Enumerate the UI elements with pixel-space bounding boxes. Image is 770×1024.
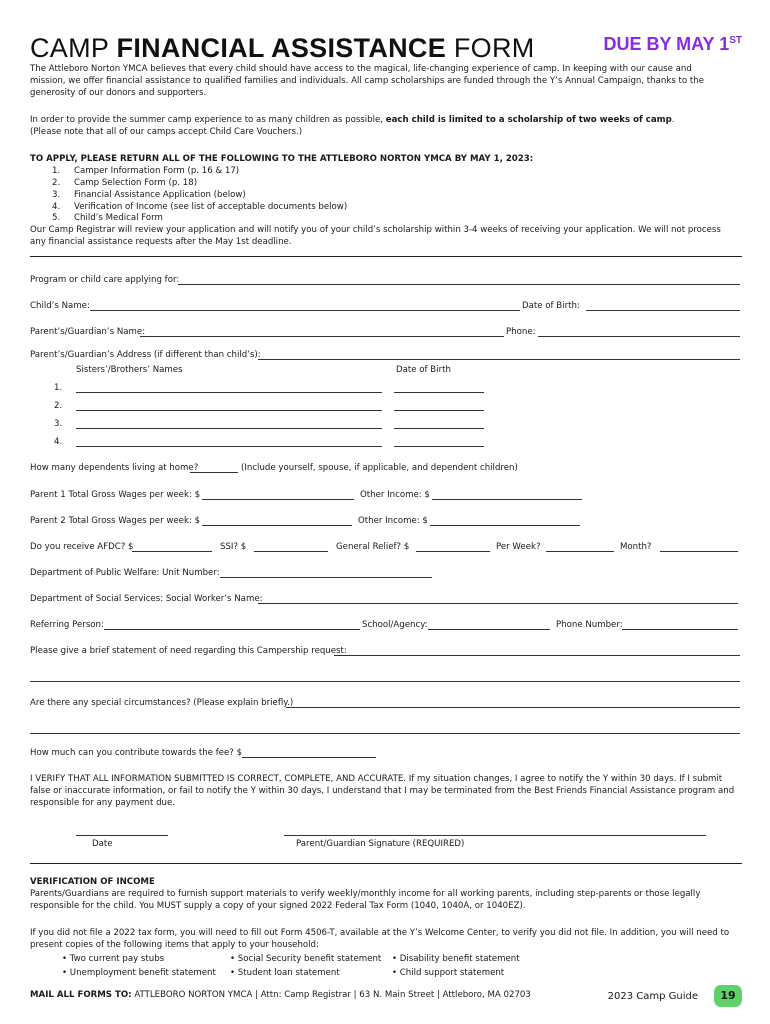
siblings-dob-header: Date of Birth [396, 365, 451, 375]
sibling-number: 4. [54, 437, 63, 447]
statement-field-line2[interactable] [30, 672, 740, 682]
due-date-banner [604, 32, 743, 57]
address-field[interactable] [258, 350, 740, 360]
child-dob-field[interactable] [586, 301, 740, 311]
signature-labels-row [30, 839, 742, 853]
address-row [30, 350, 742, 364]
sibling-dob-field[interactable] [394, 419, 484, 429]
special-circumstances-field-line2[interactable] [30, 724, 740, 734]
referring-row [30, 620, 742, 634]
public-welfare-label: Department of Public Welfare: Unit Number: [30, 568, 220, 578]
afdc-label: Do you receive AFDC? $ [30, 542, 134, 552]
verification-heading: VERIFICATION OF INCOME [30, 877, 155, 887]
list-item-number: 5. [52, 213, 61, 224]
parent2-wages-row [30, 516, 742, 530]
section-divider [30, 256, 742, 257]
document-item: • Student loan statement [230, 968, 340, 978]
list-item [52, 190, 347, 202]
date-field[interactable] [76, 826, 168, 836]
mail-address-text: ATTLEBORO NORTON YMCA | Attn: Camp Registrar | 63 N. Main Street | Attleboro, MA 02703 [134, 990, 531, 1000]
sibling-name-field[interactable] [76, 437, 382, 447]
special-circumstances-row-continued [30, 724, 742, 738]
referring-person-label: Referring Person: [30, 620, 104, 630]
special-circumstances-label: Are there any special circumstances? (Please explain briefly.) [30, 698, 294, 708]
parent2-wages-field[interactable] [202, 516, 352, 526]
no-tax-form-paragraph: If you did not file a 2022 tax form, you will need to fill out Form 4506-T, available at the Y’s Welcome Center, to verify you did not file. In addition, you will need to present copies of the following items that apply to your household: [30, 928, 730, 950]
statement-row-continued [30, 672, 742, 686]
signature-label: Parent/Guardian Signature (REQUIRED) [296, 839, 465, 849]
per-week-label: Per Week? [496, 542, 541, 552]
program-field[interactable] [178, 275, 740, 285]
sibling-dob-field[interactable] [394, 401, 484, 411]
dependents-note: (Include yourself, spouse, if applicable, and dependent children) [241, 463, 518, 473]
sibling-row [30, 383, 742, 397]
parent1-other-income-field[interactable] [432, 490, 582, 500]
referring-phone-label: Phone Number: [556, 620, 623, 630]
sibling-row [30, 401, 742, 415]
document-item: • Two current pay stubs [62, 954, 165, 964]
page-title [30, 30, 535, 67]
sibling-name-field[interactable] [76, 383, 382, 393]
list-item-text: Verification of Income (see list of acceptable documents below) [74, 201, 348, 212]
parent1-wages-field[interactable] [202, 490, 354, 500]
required-documents-list [52, 166, 347, 225]
program-label: Program or child care applying for: [30, 275, 180, 285]
statement-field[interactable] [334, 646, 740, 656]
registrar-note: Our Camp Registrar will review your application and will notify you of your child’s scholarship within 3-4 weeks of receiving your application. We will not process any financial assistance requests after the May 1st deadline. [30, 225, 721, 247]
benefits-row [30, 542, 742, 556]
parent1-wages-row [30, 490, 742, 504]
document-item: • Child support statement [392, 968, 505, 978]
school-agency-label: School/Agency: [362, 620, 428, 630]
parent1-other-income-label: Other Income: $ [360, 490, 430, 500]
child-name-row [30, 301, 742, 315]
sibling-number: 3. [54, 419, 63, 429]
general-relief-label: General Relief? $ [336, 542, 410, 552]
list-item [52, 166, 347, 178]
parent1-wages-label: Parent 1 Total Gross Wages per week: $ [30, 490, 201, 500]
scholarship-period: . [671, 115, 675, 125]
document-item: • Social Security benefit statement [230, 954, 382, 964]
signature-field[interactable] [284, 826, 706, 836]
scholarship-text: In order to provide the summer camp experience to as many children as possible, [30, 115, 386, 125]
per-week-field[interactable] [546, 542, 614, 552]
sibling-dob-field[interactable] [394, 437, 484, 447]
title-part-form: FORM [446, 33, 535, 63]
afdc-field[interactable] [132, 542, 212, 552]
scholarship-limit-paragraph [30, 115, 730, 139]
date-label: Date [92, 839, 113, 849]
sibling-number: 1. [54, 383, 63, 393]
form-header [30, 26, 742, 62]
list-item-text: Child’s Medical Form [74, 213, 163, 224]
parent2-wages-label: Parent 2 Total Gross Wages per week: $ [30, 516, 201, 526]
ssi-label: SSI? $ [220, 542, 247, 552]
list-item-number: 1. [52, 166, 61, 176]
ssi-field[interactable] [254, 542, 328, 552]
dependents-row [30, 463, 742, 477]
verification-statement: I VERIFY THAT ALL INFORMATION SUBMITTED IS CORRECT, COMPLETE, AND ACCURATE. If my situation changes, I agree to notify the Y within 30 days. If I submit false or inaccurate information, or fail to notify the Y within 30 days, I understand that I may be terminated from the Best Friends Financial Assistance program and responsible for any payment due. [30, 774, 735, 808]
contribution-field[interactable] [242, 748, 376, 758]
month-field[interactable] [660, 542, 738, 552]
list-item [52, 178, 347, 190]
parent2-other-income-field[interactable] [430, 516, 580, 526]
scholarship-limit-bold: each child is limited to a scholarship of two weeks of camp [385, 115, 672, 125]
title-part-financial-assistance: FINANCIAL ASSISTANCE [116, 33, 447, 63]
contribution-label: How much can you contribute towards the fee? $ [30, 748, 243, 758]
sibling-row [30, 437, 742, 451]
parent-name-field[interactable] [140, 327, 504, 337]
list-item-number: 3. [52, 189, 61, 200]
siblings-names-header: Sisters’/Brothers’ Names [76, 365, 183, 375]
child-name-label: Child’s Name: [30, 301, 90, 311]
mail-label: MAIL ALL FORMS TO: [30, 990, 132, 1000]
list-item [52, 213, 347, 225]
parent-phone-field[interactable] [538, 327, 740, 337]
list-item-number: 4. [52, 201, 61, 212]
list-item-text: Financial Assistance Application (below) [74, 189, 246, 200]
camp-guide-label: 2023 Camp Guide [607, 991, 698, 1002]
parent2-other-income-label: Other Income: $ [358, 516, 428, 526]
public-welfare-field[interactable] [220, 568, 432, 578]
title-part-camp: CAMP [30, 33, 117, 63]
child-name-field[interactable] [90, 301, 520, 311]
sibling-row [30, 419, 742, 433]
verification-paragraph: Parents/Guardians are required to furnish support materials to verify weekly/monthly income for all working parents, including step-parents or those legally responsible for the child. You MUST supply a copy of your signed 2022 Federal Tax Form (1040, 1040A, or 1040EZ). [30, 889, 701, 911]
parent-name-label: Parent’s/Guardian’s Name: [30, 327, 146, 337]
mailing-address [30, 990, 531, 1002]
sibling-dob-field[interactable] [394, 383, 484, 393]
public-welfare-row [30, 568, 742, 582]
child-care-voucher-note: (Please note that all of our camps accept Child Care Vouchers.) [30, 126, 303, 137]
program-row [30, 275, 742, 289]
list-item-text: Camp Selection Form (p. 18) [74, 177, 198, 188]
due-date-text: DUE BY MAY 1 [603, 34, 730, 54]
signature-lines-row [30, 826, 742, 840]
contribution-row [30, 748, 742, 762]
child-dob-label: Date of Birth: [522, 301, 580, 311]
dependents-field[interactable] [190, 463, 238, 473]
intro-paragraph: The Attleboro Norton YMCA believes that every child should have access to the magical, life-changing experience of camp. In keeping with our cause and mission, we offer financial assistance to qualified families and individuals. All camp scholarships are funded through the Y’s Annual Campaign, thanks to the generosity of our donors and supporters. [30, 64, 704, 98]
general-relief-field[interactable] [416, 542, 490, 552]
special-circumstances-field[interactable] [286, 698, 740, 708]
parent-phone-label: Phone: [506, 327, 536, 337]
social-services-label: Department of Social Services: Social Worker’s Name: [30, 594, 263, 604]
list-item-number: 2. [52, 177, 61, 188]
sibling-number: 2. [54, 401, 63, 411]
parent-name-row [30, 327, 742, 341]
page-footer [30, 987, 742, 1005]
siblings-header-row [30, 365, 742, 379]
statement-label: Please give a brief statement of need regarding this Campership request: [30, 646, 347, 656]
section-divider [30, 863, 742, 864]
referring-phone-field[interactable] [622, 620, 738, 630]
page-number-badge: 19 [714, 985, 742, 1007]
list-item-text: Camper Information Form (p. 16 & 17) [74, 166, 240, 176]
list-item [52, 202, 347, 214]
dependents-label: How many dependents living at home? [30, 463, 199, 473]
referring-person-field[interactable] [104, 620, 360, 630]
social-services-row [30, 594, 742, 608]
document-item: • Unemployment benefit statement [62, 968, 216, 978]
apply-heading: TO APPLY, PLEASE RETURN ALL OF THE FOLLOWING TO THE ATTLEBORO NORTON YMCA BY MAY 1, 2023: [30, 154, 534, 164]
sibling-name-field[interactable] [76, 419, 382, 429]
month-label: Month? [620, 542, 652, 552]
statement-row [30, 646, 742, 660]
social-worker-field[interactable] [258, 594, 738, 604]
special-circumstances-row [30, 698, 742, 712]
due-date-suffix: ST [729, 35, 742, 46]
school-agency-field[interactable] [428, 620, 550, 630]
address-label: Parent’s/Guardian’s Address (if different than child’s): [30, 350, 261, 360]
document-item: • Disability benefit statement [392, 954, 520, 964]
sibling-name-field[interactable] [76, 401, 382, 411]
